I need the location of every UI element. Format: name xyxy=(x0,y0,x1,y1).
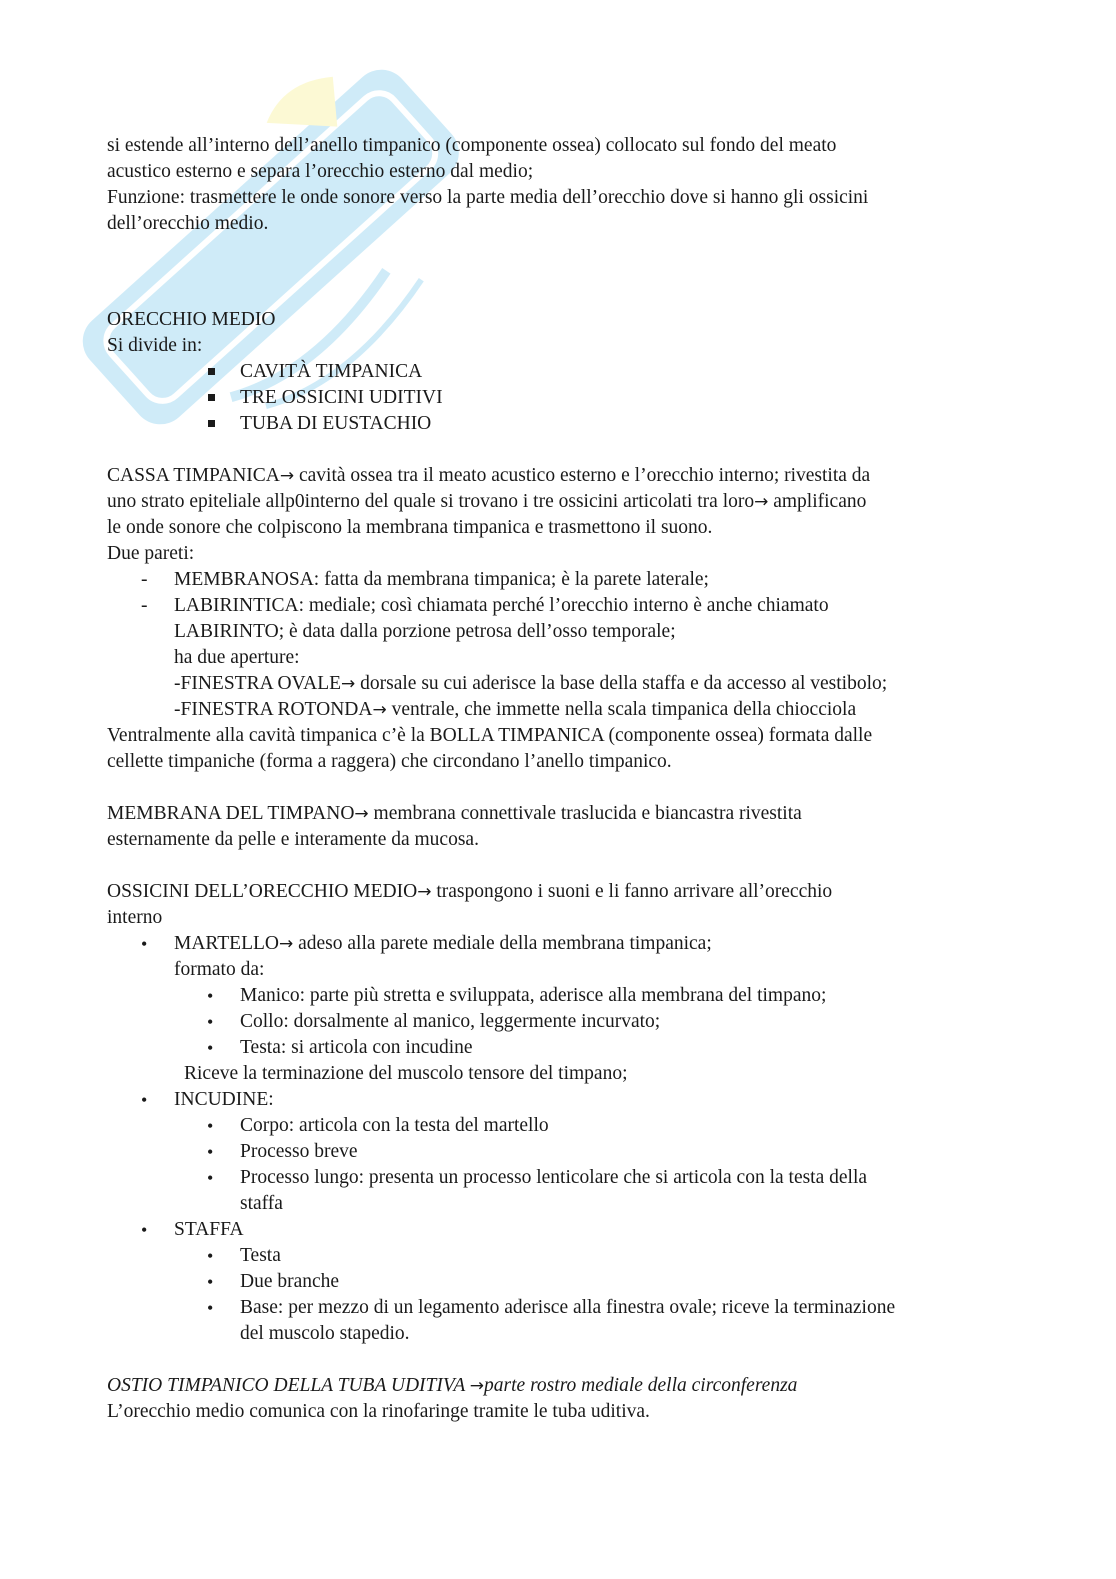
document-page xyxy=(107,133,1007,1425)
arrow-icon: → xyxy=(754,492,769,512)
bullet-icon: • xyxy=(141,1090,148,1110)
list-item: • Base: per mezzo di un legamento aderisce alla finestra ovale; riceve la terminazione xyxy=(107,1295,1007,1321)
arrow-icon: → xyxy=(278,934,294,954)
list-item-incudine: • INCUDINE: xyxy=(107,1087,1007,1113)
list-item: CAVITÀ TIMPANICA xyxy=(107,359,1007,385)
list-item: • Processo breve xyxy=(107,1139,1007,1165)
bullet-icon: • xyxy=(207,1168,214,1188)
bullet-icon: • xyxy=(141,934,148,954)
list-item: - MEMBRANOSA: fatta da membrana timpanica; è la parete laterale; xyxy=(107,567,1007,593)
bullet-icon: • xyxy=(207,986,214,1006)
bullet-icon: • xyxy=(141,1220,148,1240)
section-title-orecchio-medio: ORECCHIO MEDIO xyxy=(107,309,276,330)
finestra-ovale-line: -FINESTRA OVALE→ dorsale su cui aderisce la base della staffa e da accesso al vestibolo; xyxy=(174,673,888,694)
bullet-icon: • xyxy=(207,1246,214,1266)
finestra-rotonda-line: -FINESTRA ROTONDA→ ventrale, che immette nella scala timpanica della chiocciola xyxy=(174,699,857,720)
list-item-continuation: staffa xyxy=(240,1193,283,1214)
intro-line-1: si estende all’interno dell’anello timpanico (componente ossea) collocato sul fondo del meato xyxy=(107,135,837,156)
list-item-continuation: del muscolo stapedio. xyxy=(240,1323,410,1344)
intro-line-3: Funzione: trasmettere le onde sonore verso la parte media dell’orecchio dove si hanno gli ossicini xyxy=(107,187,869,208)
list-item: • Testa xyxy=(107,1243,1007,1269)
arrow-icon: → xyxy=(279,466,295,486)
ostio-line-2: L’orecchio medio comunica con la rinofaringe tramite le tuba uditiva. xyxy=(107,1401,650,1422)
martello-note: Riceve la terminazione del muscolo tensore del timpano; xyxy=(184,1063,628,1084)
list-item: • Due branche xyxy=(107,1269,1007,1295)
cassa-line-3: le onde sonore che colpiscono la membrana timpanica e trasmettono il suono. xyxy=(107,517,713,538)
list-item: • Manico: parte più stretta e sviluppata, aderisce alla membrana del timpano; xyxy=(107,983,1007,1009)
bullet-icon: • xyxy=(207,1272,214,1292)
cassa-line-4: Due pareti: xyxy=(107,543,195,564)
membrana-line-2: esternamente da pelle e interamente da mucosa. xyxy=(107,829,479,850)
list-item-continuation: ha due aperture: xyxy=(174,647,300,668)
cassa-line-2: uno strato epiteliale allp0interno del quale si trovano i tre ossicini articolati tra loro→ amplificano xyxy=(107,491,867,512)
square-bullet-icon xyxy=(208,394,215,401)
ossicini-line-2: interno xyxy=(107,907,163,928)
dash-bullet-icon: - xyxy=(141,595,148,616)
list-item-continuation: formato da: xyxy=(174,959,265,980)
arrow-icon: → xyxy=(417,882,432,902)
list-item: - LABIRINTICA: mediale; così chiamata perché l’orecchio interno è anche chiamato xyxy=(107,593,1007,619)
bullet-icon: • xyxy=(207,1116,214,1136)
list-item: • Collo: dorsalmente al manico, leggermente incurvato; xyxy=(107,1009,1007,1035)
arrow-icon: → xyxy=(354,804,369,824)
list-item-continuation: LABIRINTO; è data dalla porzione petrosa dell’osso temporale; xyxy=(174,621,676,642)
square-bullet-icon xyxy=(208,420,215,427)
arrow-icon: → xyxy=(341,674,356,694)
cassa-line-1: CASSA TIMPANICA→ cavità ossea tra il meato acustico esterno e l’orecchio interno; rivestita da xyxy=(107,465,871,486)
arrow-icon: → xyxy=(469,1376,485,1396)
list-item: TUBA DI EUSTACHIO xyxy=(107,411,1007,437)
list-item: • Processo lungo: presenta un processo lenticolare che si articola con la testa della xyxy=(107,1165,1007,1191)
arrow-icon: → xyxy=(372,700,387,720)
bullet-icon: • xyxy=(207,1298,214,1318)
bullet-icon: • xyxy=(207,1012,214,1032)
list-item: • Corpo: articola con la testa del martello xyxy=(107,1113,1007,1139)
ventral-line-2: cellette timpaniche (forma a raggera) che circondano l’anello timpanico. xyxy=(107,751,672,772)
square-bullet-icon xyxy=(208,368,215,375)
ostio-line-1: OSTIO TIMPANICO DELLA TUBA UDITIVA →parte rostro mediale della circonferenza xyxy=(107,1375,798,1396)
ossicini-line-1: OSSICINI DELL’ORECCHIO MEDIO→ traspongono i suoni e li fanno arrivare all’orecchio xyxy=(107,881,833,902)
intro-line-4: dell’orecchio medio. xyxy=(107,213,269,234)
dash-bullet-icon: - xyxy=(141,569,148,590)
membrana-line-1: MEMBRANA DEL TIMPANO→ membrana connettivale traslucida e biancastra rivestita xyxy=(107,803,802,824)
ventral-line-1: Ventralmente alla cavità timpanica c’è la BOLLA TIMPANICA (componente ossea) formata dalle xyxy=(107,725,873,746)
list-item: TRE OSSICINI UDITIVI xyxy=(107,385,1007,411)
list-item: • Testa: si articola con incudine xyxy=(107,1035,1007,1061)
intro-line-2: acustico esterno e separa l’orecchio esterno dal medio; xyxy=(107,161,534,182)
bullet-icon: • xyxy=(207,1142,214,1162)
list-item-martello: • MARTELLO→ adeso alla parete mediale della membrana timpanica; xyxy=(107,931,1007,957)
section-intro: Si divide in: xyxy=(107,335,203,356)
bullet-icon: • xyxy=(207,1038,214,1058)
list-item-staffa: • STAFFA xyxy=(107,1217,1007,1243)
